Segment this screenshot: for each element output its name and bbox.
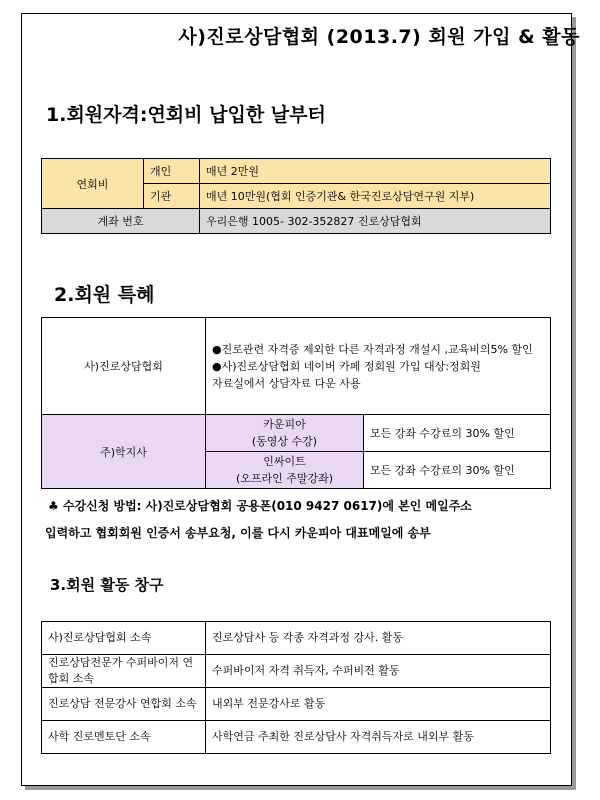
activity-desc: 진로상담사 등 각종 자격과정 강사. 활동 — [206, 622, 551, 655]
counpia-sub: (동영상 수강) — [251, 435, 318, 448]
organization-value: 매년 10만원(협회 인증기관& 한국진로상담연구원 지부) — [200, 184, 551, 209]
table-row — [42, 622, 551, 655]
account-label: 계좌 번호 — [42, 209, 200, 234]
hakjisa-label: 주)학지사 — [42, 415, 206, 489]
annual-fee-label: 연회비 — [42, 159, 144, 209]
membership-fee-table — [41, 158, 551, 234]
counpia-name: 카운피아 — [263, 418, 306, 431]
activity-desc: 사학연금 주최한 진로상담사 자격취득자로 내외부 활동 — [206, 721, 551, 754]
table-row — [42, 159, 551, 184]
registration-note-line1: ♣ 수강신청 방법: 사)진로상담협회 공용폰(010 9427 0617)에 본인 메일주소 — [48, 499, 472, 513]
organization-label: 기관 — [144, 184, 200, 209]
activity-desc: 수퍼바이저 자격 취득자, 수퍼비전 활동 — [206, 655, 551, 688]
benefit-line: 자료실에서 상담자료 다운 사용 — [212, 376, 361, 390]
benefits-table — [41, 317, 551, 489]
individual-value: 매년 2만원 — [200, 159, 551, 184]
table-row — [42, 415, 551, 452]
table-row — [42, 688, 551, 721]
activity-org: 사학 진로멘토단 소속 — [42, 721, 206, 754]
activity-org: 진로상담전문가 수퍼바이저 연합회 소속 — [42, 655, 206, 688]
counpia-benefit: 모든 강좌 수강료의 30% 할인 — [364, 415, 551, 452]
registration-note-line2: 입력하고 협회회원 인증서 송부요청, 이를 다시 카운피아 대표메일에 송부 — [45, 526, 431, 540]
account-value: 우리은행 1005- 302-352827 진로상담협회 — [200, 209, 551, 234]
activity-org: 사)진로상담협회 소속 — [42, 622, 206, 655]
section-activity-heading: 3.회원 활동 창구 — [50, 576, 164, 594]
table-row — [42, 655, 551, 688]
inpsyt-benefit: 모든 강좌 수강료의 30% 할인 — [364, 452, 551, 489]
activity-table — [41, 621, 551, 754]
section-benefits-heading: 2.회원 특혜 — [54, 284, 155, 306]
benefit-line: ●진로관련 자격증 제외한 다른 자격과정 개설시 ,교육비의5% 할인 — [212, 342, 533, 356]
table-row — [42, 318, 551, 415]
table-row — [42, 721, 551, 754]
activity-org: 진로상담 전문강사 연합회 소속 — [42, 688, 206, 721]
association-benefits — [206, 318, 551, 415]
individual-label: 개인 — [144, 159, 200, 184]
counpia-cell — [206, 415, 364, 452]
document-title: 사)진로상담협회 (2013.7) 회원 가입 & 활동 — [178, 26, 580, 48]
inpsyt-sub: (오프라인 주말강좌) — [235, 472, 334, 485]
section-membership-heading: 1.회원자격:연회비 납입한 날부터 — [46, 104, 326, 126]
association-label: 사)진로상담협회 — [42, 318, 206, 415]
activity-desc: 내외부 전문강사로 활동 — [206, 688, 551, 721]
inpsyt-name: 인싸이트 — [263, 455, 306, 468]
table-row — [42, 209, 551, 234]
inpsyt-cell — [206, 452, 364, 489]
benefit-line: ●사)진로상담협회 네이버 카페 정회원 가입 대상:정회원 — [212, 359, 481, 373]
